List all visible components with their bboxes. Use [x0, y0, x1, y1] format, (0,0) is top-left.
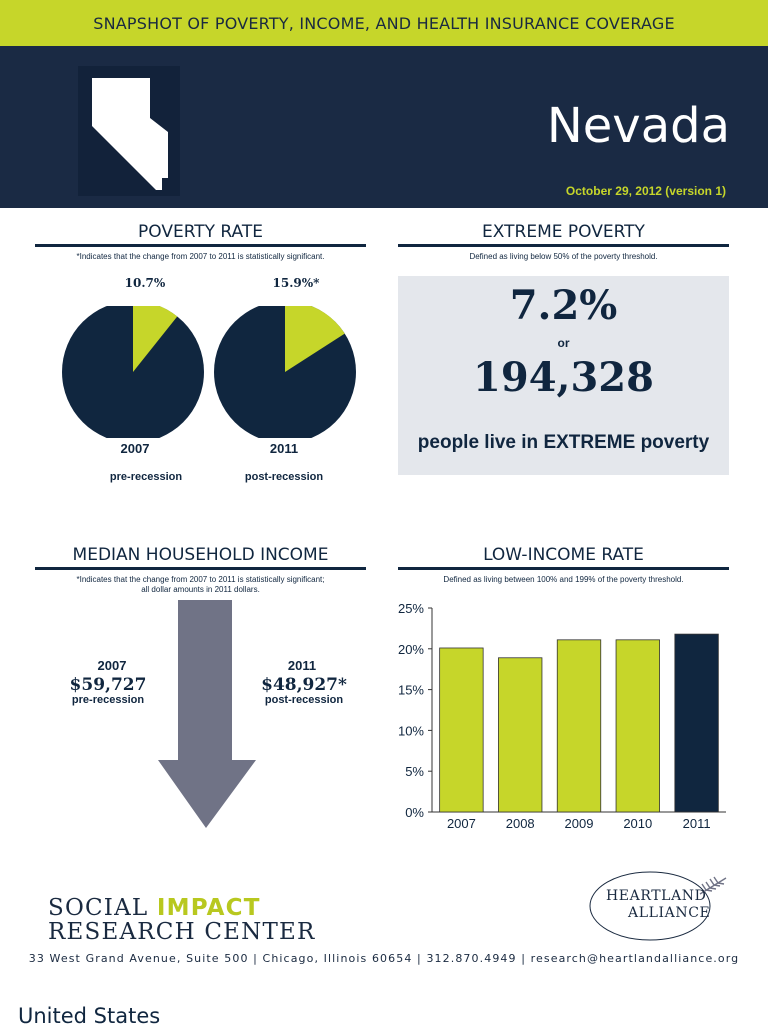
extreme-caption: people live in EXTREME poverty: [417, 432, 710, 453]
bar-2011: [675, 634, 719, 812]
low-income-title: LOW-INCOME RATE: [398, 545, 729, 570]
extreme-or: or: [557, 336, 570, 350]
banner-title: SNAPSHOT OF POVERTY, INCOME, AND HEALTH INSURANCE COVERAGE: [93, 13, 675, 33]
income-2007-amount: $59,727: [69, 675, 147, 695]
extreme-poverty-title: EXTREME POVERTY: [398, 222, 729, 247]
pie-2011-pct: 15.9%*: [272, 276, 320, 290]
poverty-rate-title: POVERTY RATE: [35, 222, 366, 247]
pie-2011: [212, 306, 358, 438]
down-arrow-icon: [156, 600, 258, 830]
median-income-title: MEDIAN HOUSEHOLD INCOME: [35, 545, 366, 570]
sirc-line2: RESEARCH CENTER: [48, 919, 316, 945]
top-banner: [0, 0, 768, 46]
state-map: [78, 66, 180, 196]
income-2007-year: 2007: [97, 658, 127, 673]
extreme-poverty-box: [398, 276, 729, 475]
extreme-rate: 7.2%: [509, 282, 618, 329]
y-tick-label: 0%: [405, 805, 424, 820]
low-income-chart: [392, 596, 732, 834]
y-tick-label: 5%: [405, 764, 424, 780]
income-2011-period: post-recession: [264, 694, 344, 706]
heartland-logo: [588, 868, 728, 942]
pie-2007-period: pre-recession: [109, 471, 183, 483]
y-tick-label: 15%: [397, 682, 424, 698]
y-tick-label: 10%: [397, 723, 424, 739]
x-tick-label: 2007: [446, 816, 476, 831]
state-name: Nevada: [546, 98, 730, 154]
pie-2007-pct: 10.7%: [124, 276, 166, 290]
poverty-rate-note: *Indicates that the change from 2007 to 2011 is statistically significant.: [76, 252, 325, 261]
pie-2007: [60, 306, 206, 438]
x-tick-label: 2008: [505, 816, 535, 831]
low-income-note: Defined as living between 100% and 199% of the poverty threshold.: [443, 575, 684, 584]
income-2011-year: 2011: [287, 658, 317, 673]
extreme-count: 194,328: [473, 354, 654, 401]
heartland-line1: HEARTLAND: [606, 888, 707, 904]
y-tick-label: 25%: [397, 601, 424, 616]
bar-2008: [498, 658, 542, 812]
report-date: October 29, 2012 (version 1): [565, 184, 726, 198]
contact-address: 33 West Grand Avenue, Suite 500 | Chicago, Illinois 60654 | 312.870.4949 | research@heartlandalliance.org: [28, 952, 740, 965]
x-tick-label: 2009: [564, 816, 594, 831]
bar-2010: [616, 640, 660, 812]
extreme-poverty-note: Defined as living below 50% of the poverty threshold.: [469, 252, 658, 261]
hero-panel: [0, 46, 768, 208]
heartland-line2: ALLIANCE: [628, 905, 711, 921]
median-income-note-2: all dollar amounts in 2011 dollars.: [141, 585, 260, 594]
next-page-heading: United States: [18, 1004, 161, 1024]
median-income-note-1: *Indicates that the change from 2007 to 2011 is statistically significant;: [76, 575, 325, 584]
pie-2011-period: post-recession: [244, 471, 324, 483]
x-tick-label: 2011: [682, 816, 711, 831]
sirc-word-social: SOCIAL: [48, 895, 157, 921]
y-tick-label: 20%: [397, 641, 424, 657]
sirc-word-impact: IMPACT: [156, 895, 261, 921]
pie-2007-year: 2007: [120, 441, 150, 456]
bar-2009: [557, 640, 601, 812]
pie-2011-year: 2011: [269, 441, 299, 456]
sirc-logo: [48, 896, 316, 944]
x-tick-label: 2010: [623, 816, 653, 831]
income-2007-period: pre-recession: [71, 694, 145, 706]
bar-2007: [440, 648, 484, 812]
nevada-shape-icon: [78, 66, 180, 196]
income-2011-amount: $48,927*: [261, 675, 347, 695]
